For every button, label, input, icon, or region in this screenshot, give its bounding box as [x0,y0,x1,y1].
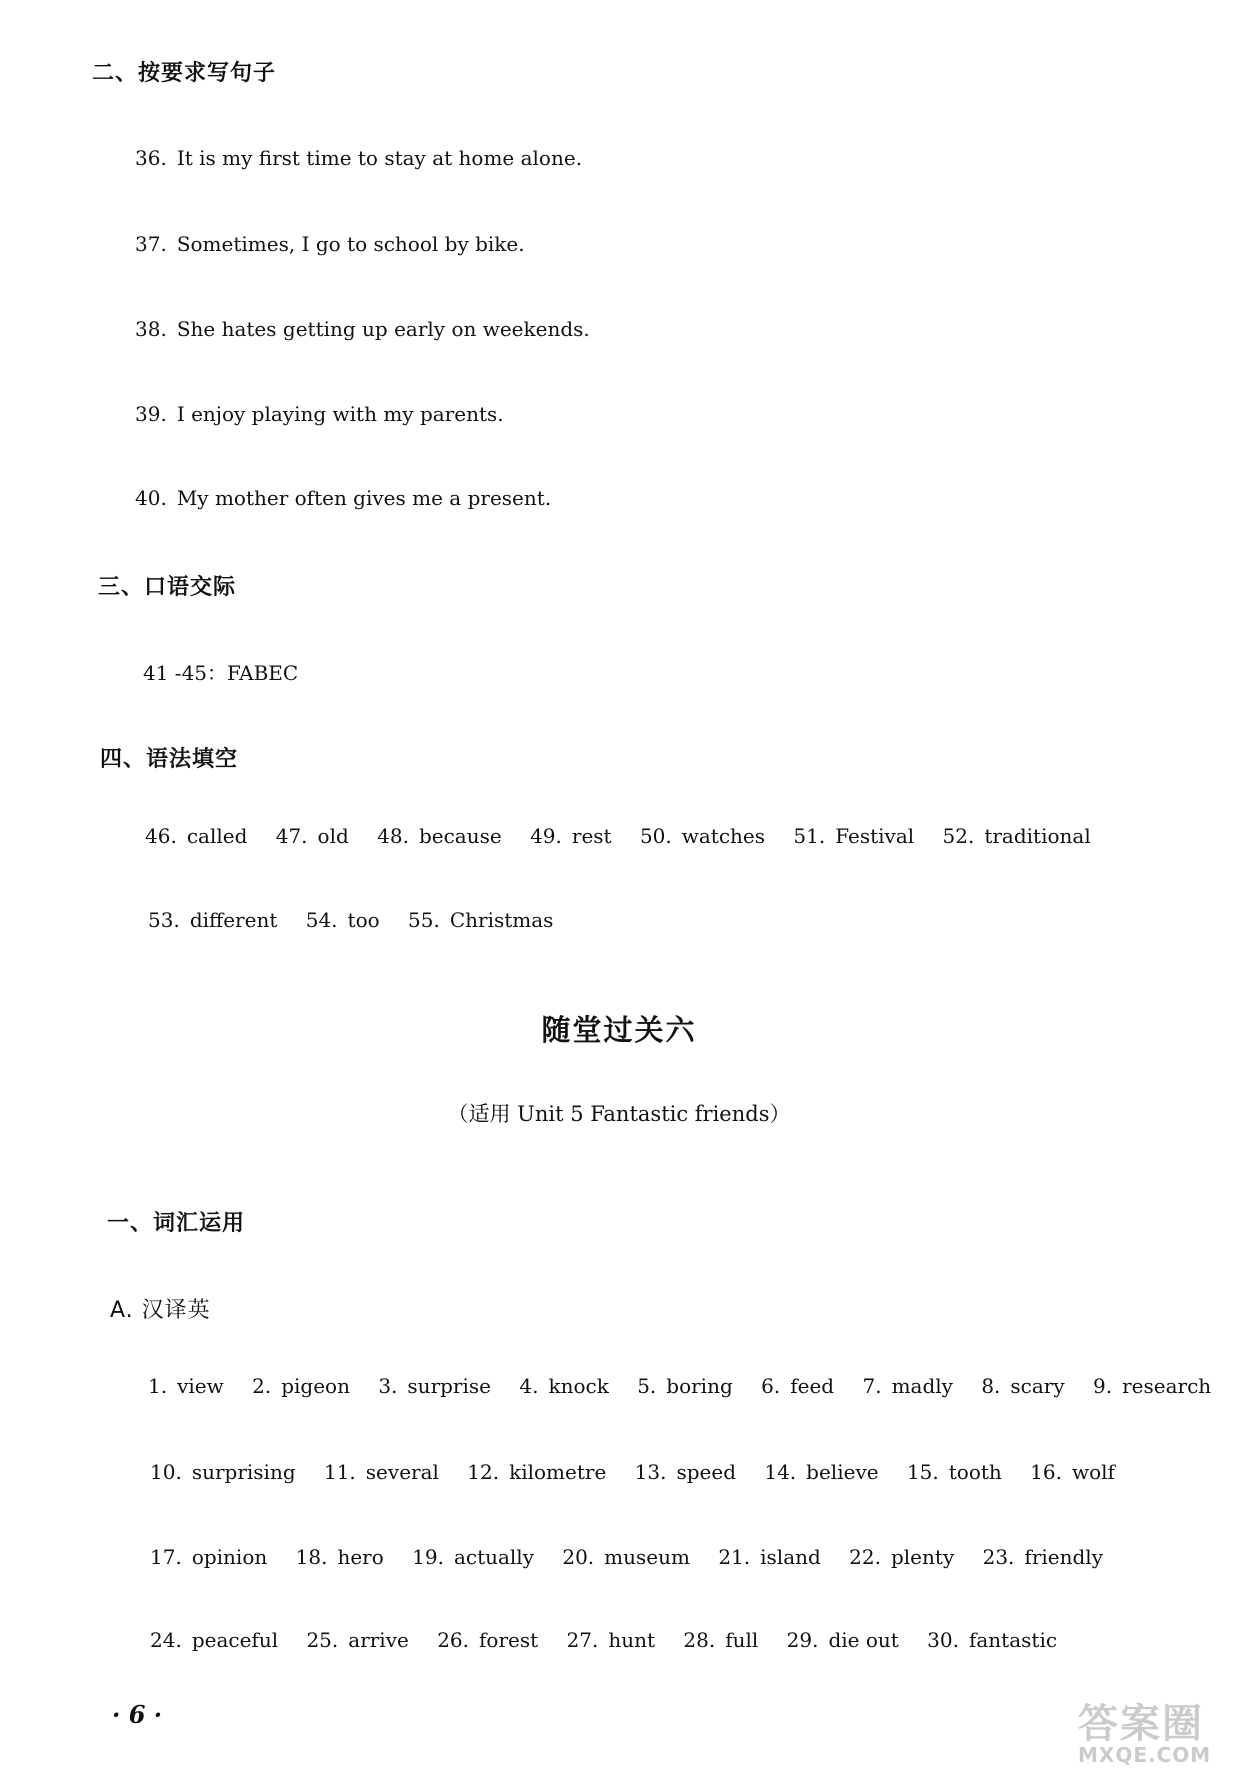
item-number: 37. [135,232,167,256]
watermark-logo: 答案圈 [1078,1701,1204,1747]
list-item [787,1628,899,1652]
grammar-row-1 [145,824,1113,848]
item-word: island [760,1545,821,1569]
item-number: 3. [378,1374,398,1398]
item-number: 54. [305,908,338,932]
item-number: 55. [408,908,440,932]
list-item [408,908,553,932]
item-word: arrive [348,1628,409,1652]
list-item [378,1374,491,1398]
item-number: 29. [786,1628,819,1652]
item-number: 2. [252,1374,272,1398]
item-number: 19. [412,1545,444,1569]
item-word: forest [479,1628,539,1652]
unit-subtitle: （适用 Unit 5 Fantastic friends） [447,1102,791,1126]
vocab-heading: 一、词汇运用 [107,1211,246,1236]
item-number: 18. [295,1545,328,1569]
item-number: 14. [764,1460,797,1484]
item-word: too [347,908,380,932]
item-word: research [1122,1374,1212,1398]
item-word: speed [676,1460,736,1484]
grammar-row-2 [148,908,575,932]
item-word: old [317,824,349,848]
item-number: 8. [981,1374,1001,1398]
item-number: 53. [148,908,180,932]
item-number: 22. [849,1545,881,1569]
item-word: die out [828,1628,899,1652]
item-text: I enjoy playing with my parents. [176,402,504,426]
item-word: tooth [948,1460,1002,1484]
item-number: 28. [683,1628,716,1652]
item-word: museum [604,1545,690,1569]
item-number: 5. [637,1374,657,1398]
list-item [437,1628,538,1652]
item-number: 49. [530,824,562,848]
item-word: full [725,1628,759,1652]
list-item [519,1374,608,1398]
item-number: 15. [906,1460,939,1484]
item-number: 46. [145,824,177,848]
item-number: 16. [1030,1460,1062,1484]
item-word: peaceful [191,1628,279,1652]
list-item [530,824,612,848]
item-word: knock [548,1374,609,1398]
item-number: 20. [562,1545,595,1569]
item-number: 10. [150,1460,182,1484]
answer-36 [135,146,582,170]
item-word: scary [1010,1374,1065,1398]
list-item [981,1374,1064,1398]
item-text: Sometimes, I go to school by bike. [176,232,525,256]
item-number: 30. [927,1628,959,1652]
vocab-row-2 [150,1460,1137,1484]
item-number: 13. [634,1460,667,1484]
item-word: opinion [191,1545,268,1569]
item-word: fantastic [968,1628,1058,1652]
list-item [793,824,914,848]
list-item [412,1545,534,1569]
item-number: 1. [148,1374,168,1398]
list-item [849,1545,954,1569]
item-text: It is my first time to stay at home alone. [176,146,583,170]
section-4-heading: 四、语法填空 [100,747,239,772]
item-word: surprising [191,1460,296,1484]
item-word: watches [681,824,766,848]
item-word: friendly [1024,1545,1103,1569]
list-item [562,1545,690,1569]
item-number: 27. [566,1628,599,1652]
list-item [467,1460,606,1484]
item-number: 6. [761,1374,781,1398]
vocab-row-4 [150,1628,1079,1652]
list-item [635,1460,736,1484]
page-number: · 6 · [112,1700,163,1729]
item-word: rest [571,824,612,848]
item-number: 12. [467,1460,500,1484]
item-word: different [189,908,278,932]
section-2-heading: 二、按要求写句子 [92,61,277,86]
list-item [1093,1374,1211,1398]
item-number: 23. [982,1545,1015,1569]
list-item [907,1460,1002,1484]
item-number: 51. [793,824,826,848]
list-item [761,1374,834,1398]
item-word: boring [666,1374,733,1398]
list-item [640,824,765,848]
vocab-row-3 [150,1545,1125,1569]
item-word: several [365,1460,439,1484]
item-number: 48. [377,824,409,848]
list-item [324,1460,439,1484]
item-number: 4. [519,1374,539,1398]
list-item [983,1545,1103,1569]
list-item [637,1374,733,1398]
list-item [764,1460,878,1484]
list-item [862,1374,952,1398]
watermark-url: MXQE.COM [1078,1743,1212,1767]
list-item [148,908,277,932]
vocab-row-1 [148,1374,1211,1398]
item-number: 21. [718,1545,751,1569]
item-word: hunt [608,1628,656,1652]
answer-39 [135,402,504,426]
item-number: 25. [306,1628,339,1652]
list-item [306,1628,408,1652]
item-word: wolf [1071,1460,1115,1484]
item-word: believe [806,1460,879,1484]
vocab-subheading: A. 汉译英 [110,1298,211,1323]
list-item [567,1628,656,1652]
list-item [148,1374,224,1398]
list-item [943,824,1091,848]
list-item [150,1460,296,1484]
list-item [296,1545,384,1569]
item-number: 36. [135,146,167,170]
list-item [150,1628,278,1652]
item-word: plenty [890,1545,955,1569]
item-word: called [186,824,248,848]
item-text: My mother often gives me a present. [176,486,552,510]
item-word: surprise [407,1374,491,1398]
item-number: 52. [942,824,975,848]
item-word: kilometre [509,1460,607,1484]
answer-37 [135,232,525,256]
item-number: 50. [639,824,672,848]
item-word: Festival [835,824,915,848]
item-number: 39. [135,402,167,426]
item-word: hero [337,1545,384,1569]
list-item [145,824,247,848]
watermark [1078,1692,1228,1767]
item-word: madly [891,1374,953,1398]
list-item [1030,1460,1115,1484]
item-word: view [177,1374,224,1398]
list-item [252,1374,350,1398]
item-word: pigeon [281,1374,350,1398]
unit-title: 随堂过关六 [541,1013,697,1047]
item-number: 38. [135,317,167,341]
item-word: because [418,824,502,848]
item-number: 40. [135,486,167,510]
item-number: 11. [323,1460,356,1484]
list-item [683,1628,758,1652]
item-word: Christmas [449,908,554,932]
answer-41-45: 41 -45：FABEC [143,661,299,685]
item-number: 47. [275,824,308,848]
answer-38 [135,317,590,341]
item-word: feed [790,1374,835,1398]
item-number: 7. [862,1374,882,1398]
list-item [377,824,502,848]
item-number: 9. [1093,1374,1113,1398]
section-3-heading: 三、口语交际 [98,575,237,600]
item-word: actually [453,1545,534,1569]
list-item [718,1545,820,1569]
list-item [150,1545,267,1569]
item-text: She hates getting up early on weekends. [176,317,590,341]
list-item [276,824,349,848]
item-number: 17. [150,1545,182,1569]
answer-40 [135,486,551,510]
item-word: traditional [984,824,1091,848]
item-number: 24. [150,1628,182,1652]
list-item [927,1628,1057,1652]
list-item [306,908,380,932]
item-number: 26. [437,1628,470,1652]
